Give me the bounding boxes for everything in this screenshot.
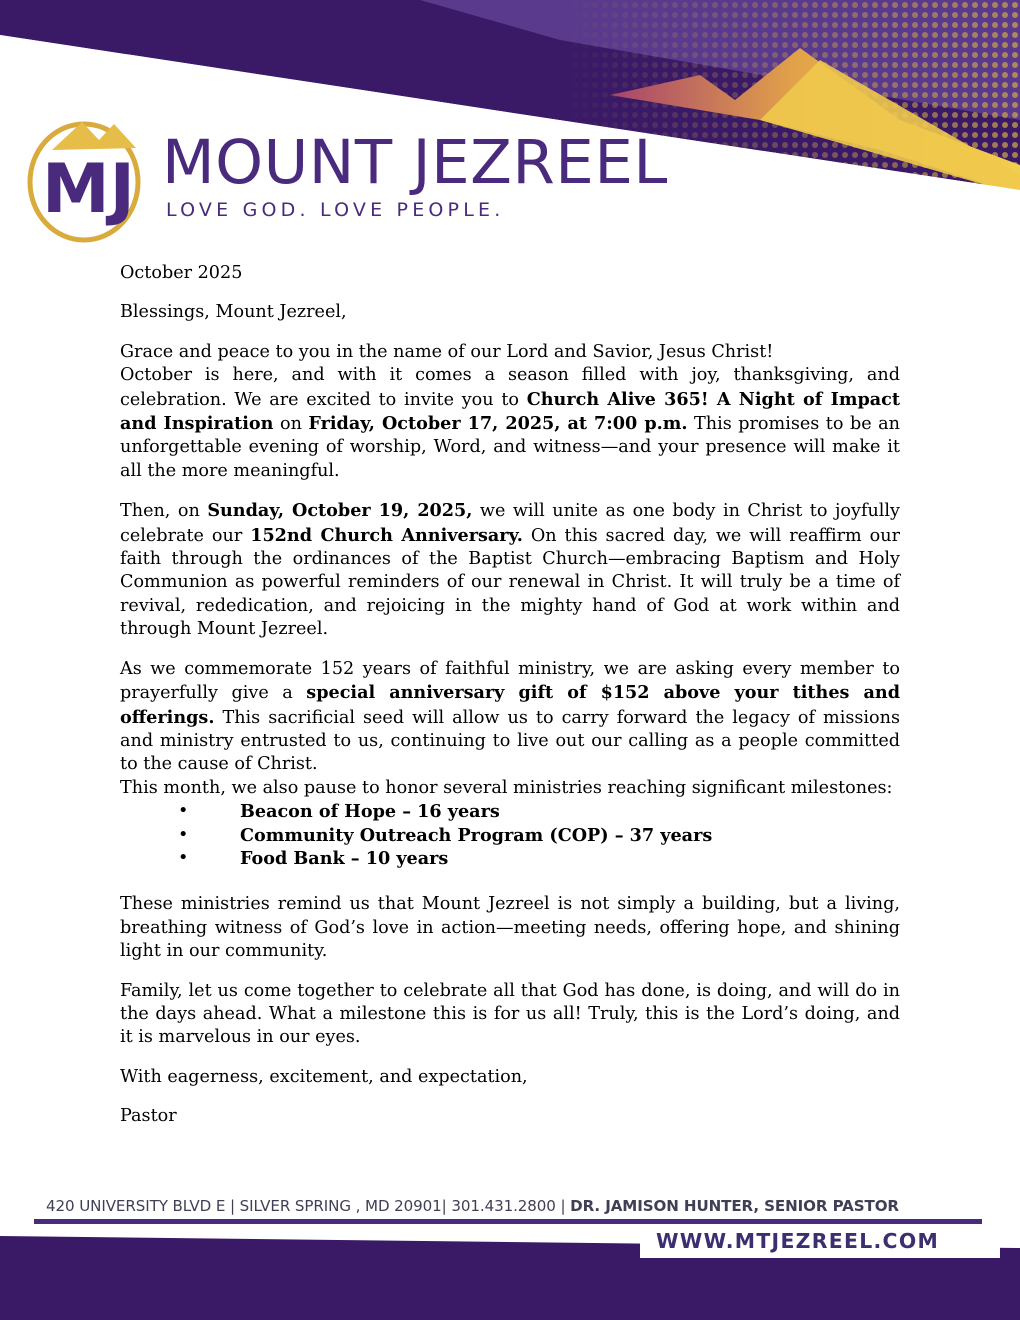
anniversary-date: Sunday, October 19, 2025, — [207, 500, 473, 522]
paragraph-gift: As we commemorate 152 years of faithful ministry, we are asking every member to prayerfully give a special anniversary gift of $152 above your tithes and offerings. This sacrificial seed will allow us to carry forward the legacy of missions and ministry entrusted to us, continuing to live out our calling as a people committed to the cause of Christ. — [120, 658, 900, 775]
letter-signature: Pastor — [120, 1106, 177, 1127]
church-tagline: LOVE GOD. LOVE PEOPLE. — [166, 199, 505, 221]
logo-initials: MJ — [42, 150, 135, 229]
paragraph-anniversary: Then, on Sunday, October 19, 2025, we will unite as one body in Christ to joyfully celebrate our 152nd Church Anniversary. On this sacred day, we will reaffirm our faith through the ordinances of the Baptist Church—embracing Baptism and Holy Communion as powerful reminders of our renewal in Christ. It will truly be a time of revival, rededication, and rejoicing in the mighty hand of God at work within and through Mount Jezreel. — [120, 500, 901, 640]
footer-address: 420 UNIVERSITY BLVD E | SILVER SPRING , MD 20901| 301.431.2800 | — [46, 1197, 571, 1215]
paragraph-ministries: These ministries remind us that Mount Jezreel is not simply a building, but a living, breathing witness of God’s love in action—meeting needs, offering hope, and shining light in our community. — [120, 894, 900, 962]
footer-address-line — [46, 1197, 899, 1215]
list-item: • Beacon of Hope – 16 years — [120, 800, 900, 823]
church-name: MOUNT JEZREEL — [162, 127, 668, 198]
letter-greeting: Blessings, Mount Jezreel, — [120, 302, 347, 323]
church-logo — [24, 112, 154, 247]
opening-line: Grace and peace to you in the name of our Lord and Savior, Jesus Christ! — [120, 341, 774, 362]
letter-date: October 2025 — [120, 263, 243, 283]
list-item: • Community Outreach Program (COP) – 37 years — [120, 824, 900, 847]
footer-pastor: DR. JAMISON HUNTER, SENIOR PASTOR — [570, 1197, 899, 1215]
gift-request: special anniversary gift of $152 above your tithes and offerings. — [120, 682, 900, 728]
anniversary-title: 152nd Church Anniversary. — [250, 524, 523, 546]
event-datetime: Friday, October 17, 2025, at 7:00 p.m. — [308, 413, 688, 435]
paragraph-family: Family, let us come together to celebrate all that God has done, is doing, and will do in the days ahead. What a milestone this is for us all! Truly, this is the Lord’s doing, and it is marvelous in our eyes. — [120, 980, 900, 1048]
letter-body — [120, 262, 900, 1145]
footer-website-link[interactable]: WWW.MTJEZREEL.COM — [656, 1229, 940, 1253]
list-item: • Food Bank – 10 years — [120, 847, 900, 870]
paragraph-invitation: Grace and peace to you in the name of our Lord and Savior, Jesus Christ! October is here, and with it comes a season filled with joy, thanksgiving, and celebration. We are excited to invite you to Church Alive 365! A Night of Impact and Inspiration on Friday, October 17, 2025, at 7:00 p.m. This promises to be an unforgettable evening of worship, Word, and witness—and your presence will make it all the more meaningful. — [120, 341, 900, 481]
paragraph-milestones-intro: This month, we also pause to honor several ministries reaching significant milestones: — [120, 777, 893, 798]
letter-closing: With eagerness, excitement, and expectation, — [120, 1066, 528, 1087]
milestone-list — [120, 800, 900, 870]
event-name: Church Alive 365! A Night of Impact and Inspiration — [120, 388, 900, 435]
